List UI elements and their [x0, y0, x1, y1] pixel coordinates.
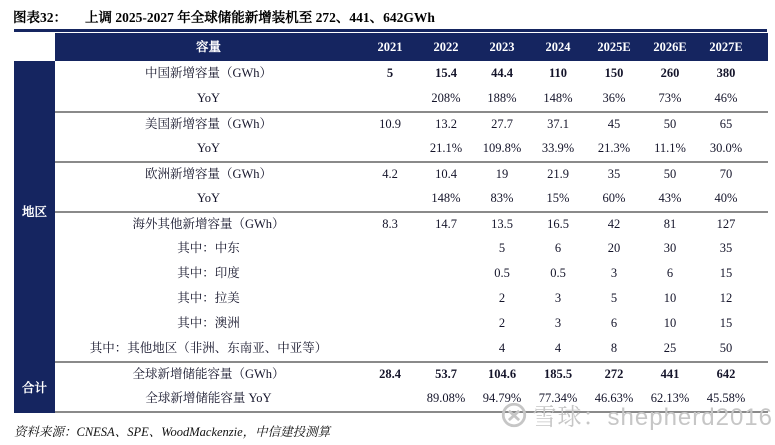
table-body: [55, 61, 768, 413]
value-cell: 89.08%: [426, 391, 466, 406]
value-cell: 4.2: [382, 167, 398, 182]
value-cell: 21.9: [547, 167, 569, 182]
value-cell: 148%: [431, 191, 461, 206]
sidebar-total-label: [14, 361, 55, 413]
value-cell: 15%: [546, 191, 570, 206]
value-cell: 127: [716, 217, 736, 232]
header-capacity-label: 容量: [195, 39, 221, 54]
value-cell: 12: [719, 291, 733, 306]
value-cell: 150: [604, 66, 624, 81]
value-cell: 16.5: [547, 217, 569, 232]
table-row: [55, 336, 768, 361]
value-cell: 13.5: [491, 217, 513, 232]
value-cell: 10.4: [435, 167, 457, 182]
value-cell: 642: [716, 367, 736, 382]
value-cell: 30.0%: [709, 141, 743, 156]
value-cell: 110: [548, 66, 568, 81]
value-cell: 65: [719, 117, 733, 132]
value-cell: 40%: [714, 191, 738, 206]
table-row: [55, 261, 768, 286]
value-cell: 33.9%: [541, 141, 575, 156]
value-cell: 13.2: [435, 117, 457, 132]
value-cell: 104.6: [487, 367, 517, 382]
figure-number: 图表32：: [13, 10, 67, 25]
value-cell: 4: [498, 341, 506, 356]
figure-title-text: 上调 2025-2027 年全球储能新增装机至 272、441、642GWh: [85, 10, 435, 25]
value-cell: 11.1%: [654, 141, 686, 156]
region-label-text: 地区: [21, 205, 47, 219]
value-cell: 45: [607, 117, 621, 132]
value-cell: 380: [716, 66, 736, 81]
value-cell: 6: [610, 316, 618, 331]
row-label: 其中：其他地区（非洲、东南亚、中亚等）: [89, 341, 328, 356]
row-label: 中国新增容量（GWh）: [144, 66, 273, 81]
value-cell: 441: [660, 367, 680, 382]
value-cell: 35: [607, 167, 621, 182]
value-cell: 272: [604, 367, 624, 382]
value-cell: 83%: [490, 191, 514, 206]
value-cell: 36%: [602, 91, 626, 106]
value-cell: 2: [498, 316, 506, 331]
value-cell: 21.3%: [597, 141, 631, 156]
value-cell: 5: [498, 241, 506, 256]
top-rule-divider: [14, 29, 767, 32]
value-cell: 6: [554, 241, 562, 256]
value-cell: 148%: [543, 91, 573, 106]
watermark: [500, 397, 773, 432]
watermark-text: 雪球：shepherd2016: [532, 404, 773, 431]
value-cell: 20: [607, 241, 621, 256]
value-cell: 73%: [658, 91, 682, 106]
value-cell: 15: [719, 316, 733, 331]
row-label: 其中：印度: [177, 266, 240, 281]
value-cell: 5: [386, 66, 394, 81]
header-year-2027e: 2027E: [709, 39, 743, 54]
header-year-2026e: 2026E: [653, 39, 687, 54]
value-cell: 50: [663, 167, 677, 182]
value-cell: 62.13%: [650, 391, 690, 406]
value-cell: 10: [663, 291, 677, 306]
table-row: [55, 236, 768, 261]
table-row: [55, 361, 768, 386]
row-label: 海外其他新增容量（GWh）: [132, 217, 285, 232]
value-cell: 42: [607, 217, 621, 232]
value-cell: 185.5: [543, 367, 573, 382]
value-cell: 3: [554, 291, 562, 306]
value-cell: 3: [610, 266, 618, 281]
header-year-2022: 2022: [433, 39, 459, 54]
value-cell: 27.7: [491, 117, 513, 132]
table-row: [55, 211, 768, 236]
value-cell: 15.4: [435, 66, 457, 81]
table-row: [55, 161, 768, 186]
value-cell: 3: [554, 316, 562, 331]
value-cell: 43%: [658, 191, 682, 206]
value-cell: 188%: [487, 91, 517, 106]
value-cell: 6: [666, 266, 674, 281]
value-cell: 50: [719, 341, 733, 356]
value-cell: 0.5: [494, 266, 510, 281]
table-header: [55, 33, 768, 61]
value-cell: 25: [663, 341, 677, 356]
value-cell: 77.34%: [538, 391, 578, 406]
value-cell: 30: [663, 241, 677, 256]
value-cell: 60%: [602, 191, 626, 206]
value-cell: 53.7: [435, 367, 457, 382]
table-row: [55, 111, 768, 136]
value-cell: 4: [554, 341, 562, 356]
total-label-text: 合计: [21, 381, 47, 395]
table-row: [55, 61, 768, 86]
value-cell: 37.1: [547, 117, 569, 132]
value-cell: 260: [660, 66, 680, 81]
row-label: 其中：澳洲: [177, 316, 240, 331]
row-label: 其中：拉美: [177, 291, 240, 306]
value-cell: 44.4: [491, 66, 513, 81]
value-cell: 21.1%: [429, 141, 463, 156]
row-label: YoY: [196, 191, 221, 206]
value-cell: 208%: [431, 91, 461, 106]
value-cell: 5: [610, 291, 618, 306]
value-cell: 35: [719, 241, 733, 256]
value-cell: 81: [663, 217, 677, 232]
source-note: 资料来源：CNESA、SPE、WoodMackenzie，中信建投测算: [14, 425, 331, 439]
row-label: 全球新增储能容量 YoY: [145, 391, 272, 406]
header-year-2025e: 2025E: [597, 39, 631, 54]
value-cell: 109.8%: [482, 141, 522, 156]
value-cell: 45.58%: [706, 391, 746, 406]
value-cell: 10.9: [379, 117, 401, 132]
value-cell: 28.4: [379, 367, 401, 382]
table-row: [55, 311, 768, 336]
value-cell: 0.5: [550, 266, 566, 281]
value-cell: 8.3: [382, 217, 398, 232]
value-cell: 19: [495, 167, 509, 182]
row-label: YoY: [196, 141, 221, 156]
table-row: [55, 286, 768, 311]
header-year-2023: 2023: [489, 39, 515, 54]
table-row: [55, 186, 768, 211]
row-label: YoY: [196, 91, 221, 106]
value-cell: 15: [719, 266, 733, 281]
value-cell: 46.63%: [594, 391, 634, 406]
table-row: [55, 136, 768, 161]
value-cell: 70: [719, 167, 733, 182]
value-cell: 14.7: [435, 217, 457, 232]
value-cell: 94.79%: [482, 391, 522, 406]
figure-title: [13, 6, 435, 26]
row-label: 美国新增容量（GWh）: [144, 117, 273, 132]
xueqiu-logo-icon: [500, 401, 528, 429]
row-label: 欧洲新增容量（GWh）: [144, 167, 273, 182]
row-label: 其中：中东: [177, 241, 240, 256]
header-year-2021: 2021: [377, 39, 403, 54]
table-row: [55, 86, 768, 111]
value-cell: 46%: [714, 91, 738, 106]
value-cell: 8: [610, 341, 618, 356]
value-cell: 10: [663, 316, 677, 331]
row-label: 全球新增储能容量（GWh）: [132, 367, 285, 382]
sidebar-region-label: [14, 61, 55, 361]
value-cell: 50: [663, 117, 677, 132]
header-year-2024: 2024: [545, 39, 571, 54]
value-cell: 2: [498, 291, 506, 306]
